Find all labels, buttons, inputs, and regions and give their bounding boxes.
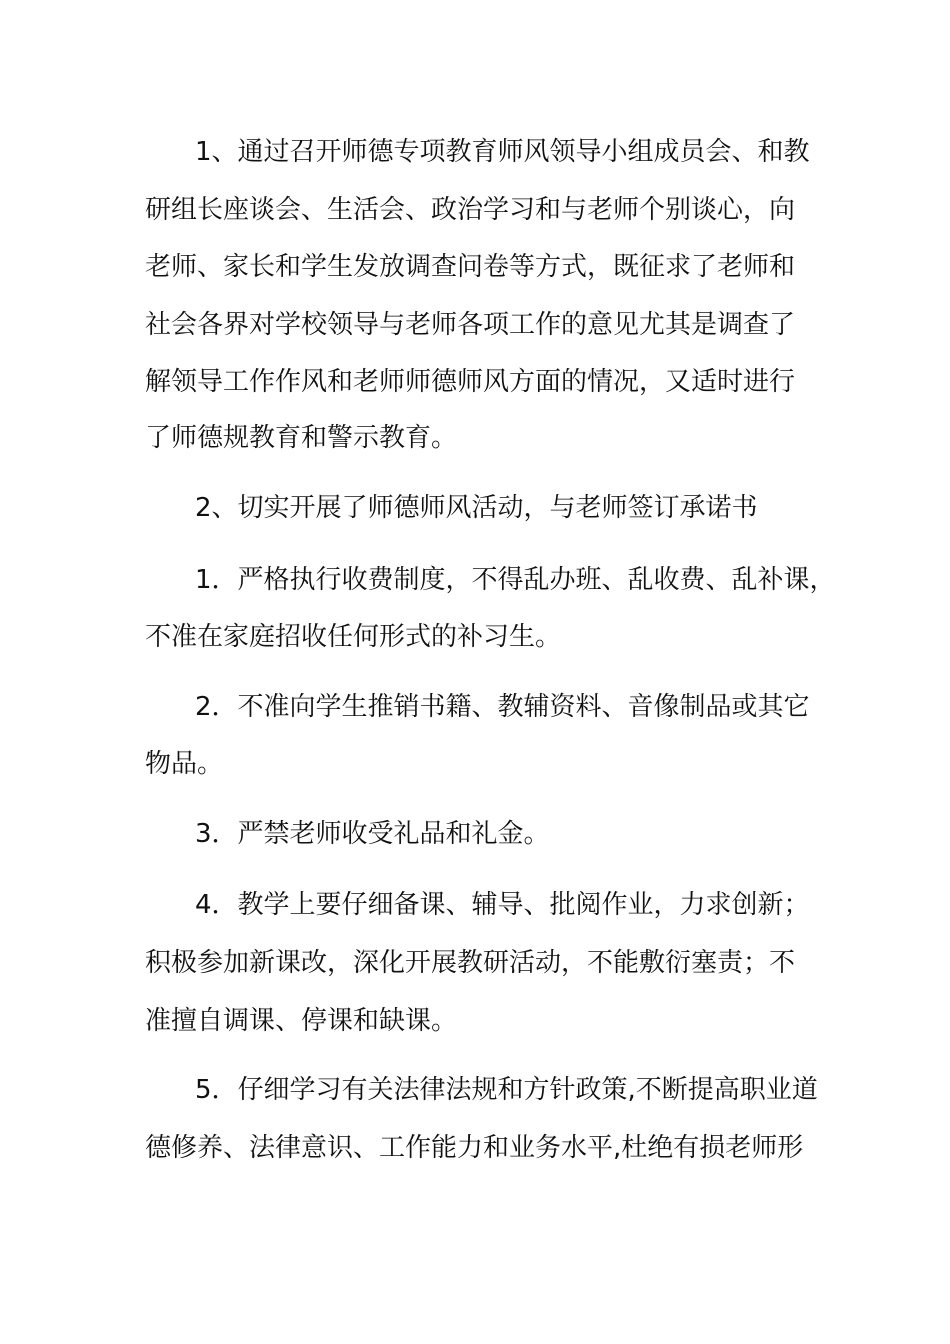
item-1-line-1: 1．严格执行收费制度，不得乱办班、乱收费、乱补课， [195, 565, 836, 595]
item-2-line-2: 物品。 [145, 749, 224, 779]
item-5-line-2: 德修养、法律意识、工作能力和业务水平,杜绝有损老师形 [145, 1133, 804, 1163]
paragraph-1-line-5: 解领导工作作风和老师师德师风方面的情况，又适时进行 [145, 367, 796, 397]
item-4-line-2: 积极参加新课改，深化开展教研活动，不能敷衍塞责；不 [145, 948, 796, 978]
paragraph-1-line-2: 研组长座谈会、生活会、政治学习和与老师个别谈心，向 [145, 195, 796, 225]
item-1-line-2: 不准在家庭招收任何形式的补习生。 [145, 622, 562, 652]
paragraph-1-line-1: 1、通过召开师德专项教育师风领导小组成员会、和教 [195, 137, 810, 167]
item-4-line-3: 准擅自调课、停课和缺课。 [145, 1006, 458, 1036]
item-3-line-1: 3．严禁老师收受礼品和礼金。 [195, 819, 550, 849]
item-5-line-1: 5．仔细学习有关法律法规和方针政策,不断提高职业道 [195, 1075, 818, 1105]
item-4-line-1: 4．教学上要仔细备课、辅导、批阅作业，力求创新； [195, 890, 810, 920]
item-2-line-1: 2．不准向学生推销书籍、教辅资料、音像制品或其它 [195, 692, 810, 722]
paragraph-1-line-3: 老师、家长和学生发放调查问卷等方式，既征求了老师和 [145, 252, 796, 282]
paragraph-1-line-6: 了师德规教育和警示教育。 [145, 423, 458, 453]
paragraph-2-line-1: 2、切实开展了师德师风活动，与老师签订承诺书 [195, 493, 758, 523]
paragraph-1-line-4: 社会各界对学校领导与老师各项工作的意见尤其是调查了 [145, 310, 796, 340]
